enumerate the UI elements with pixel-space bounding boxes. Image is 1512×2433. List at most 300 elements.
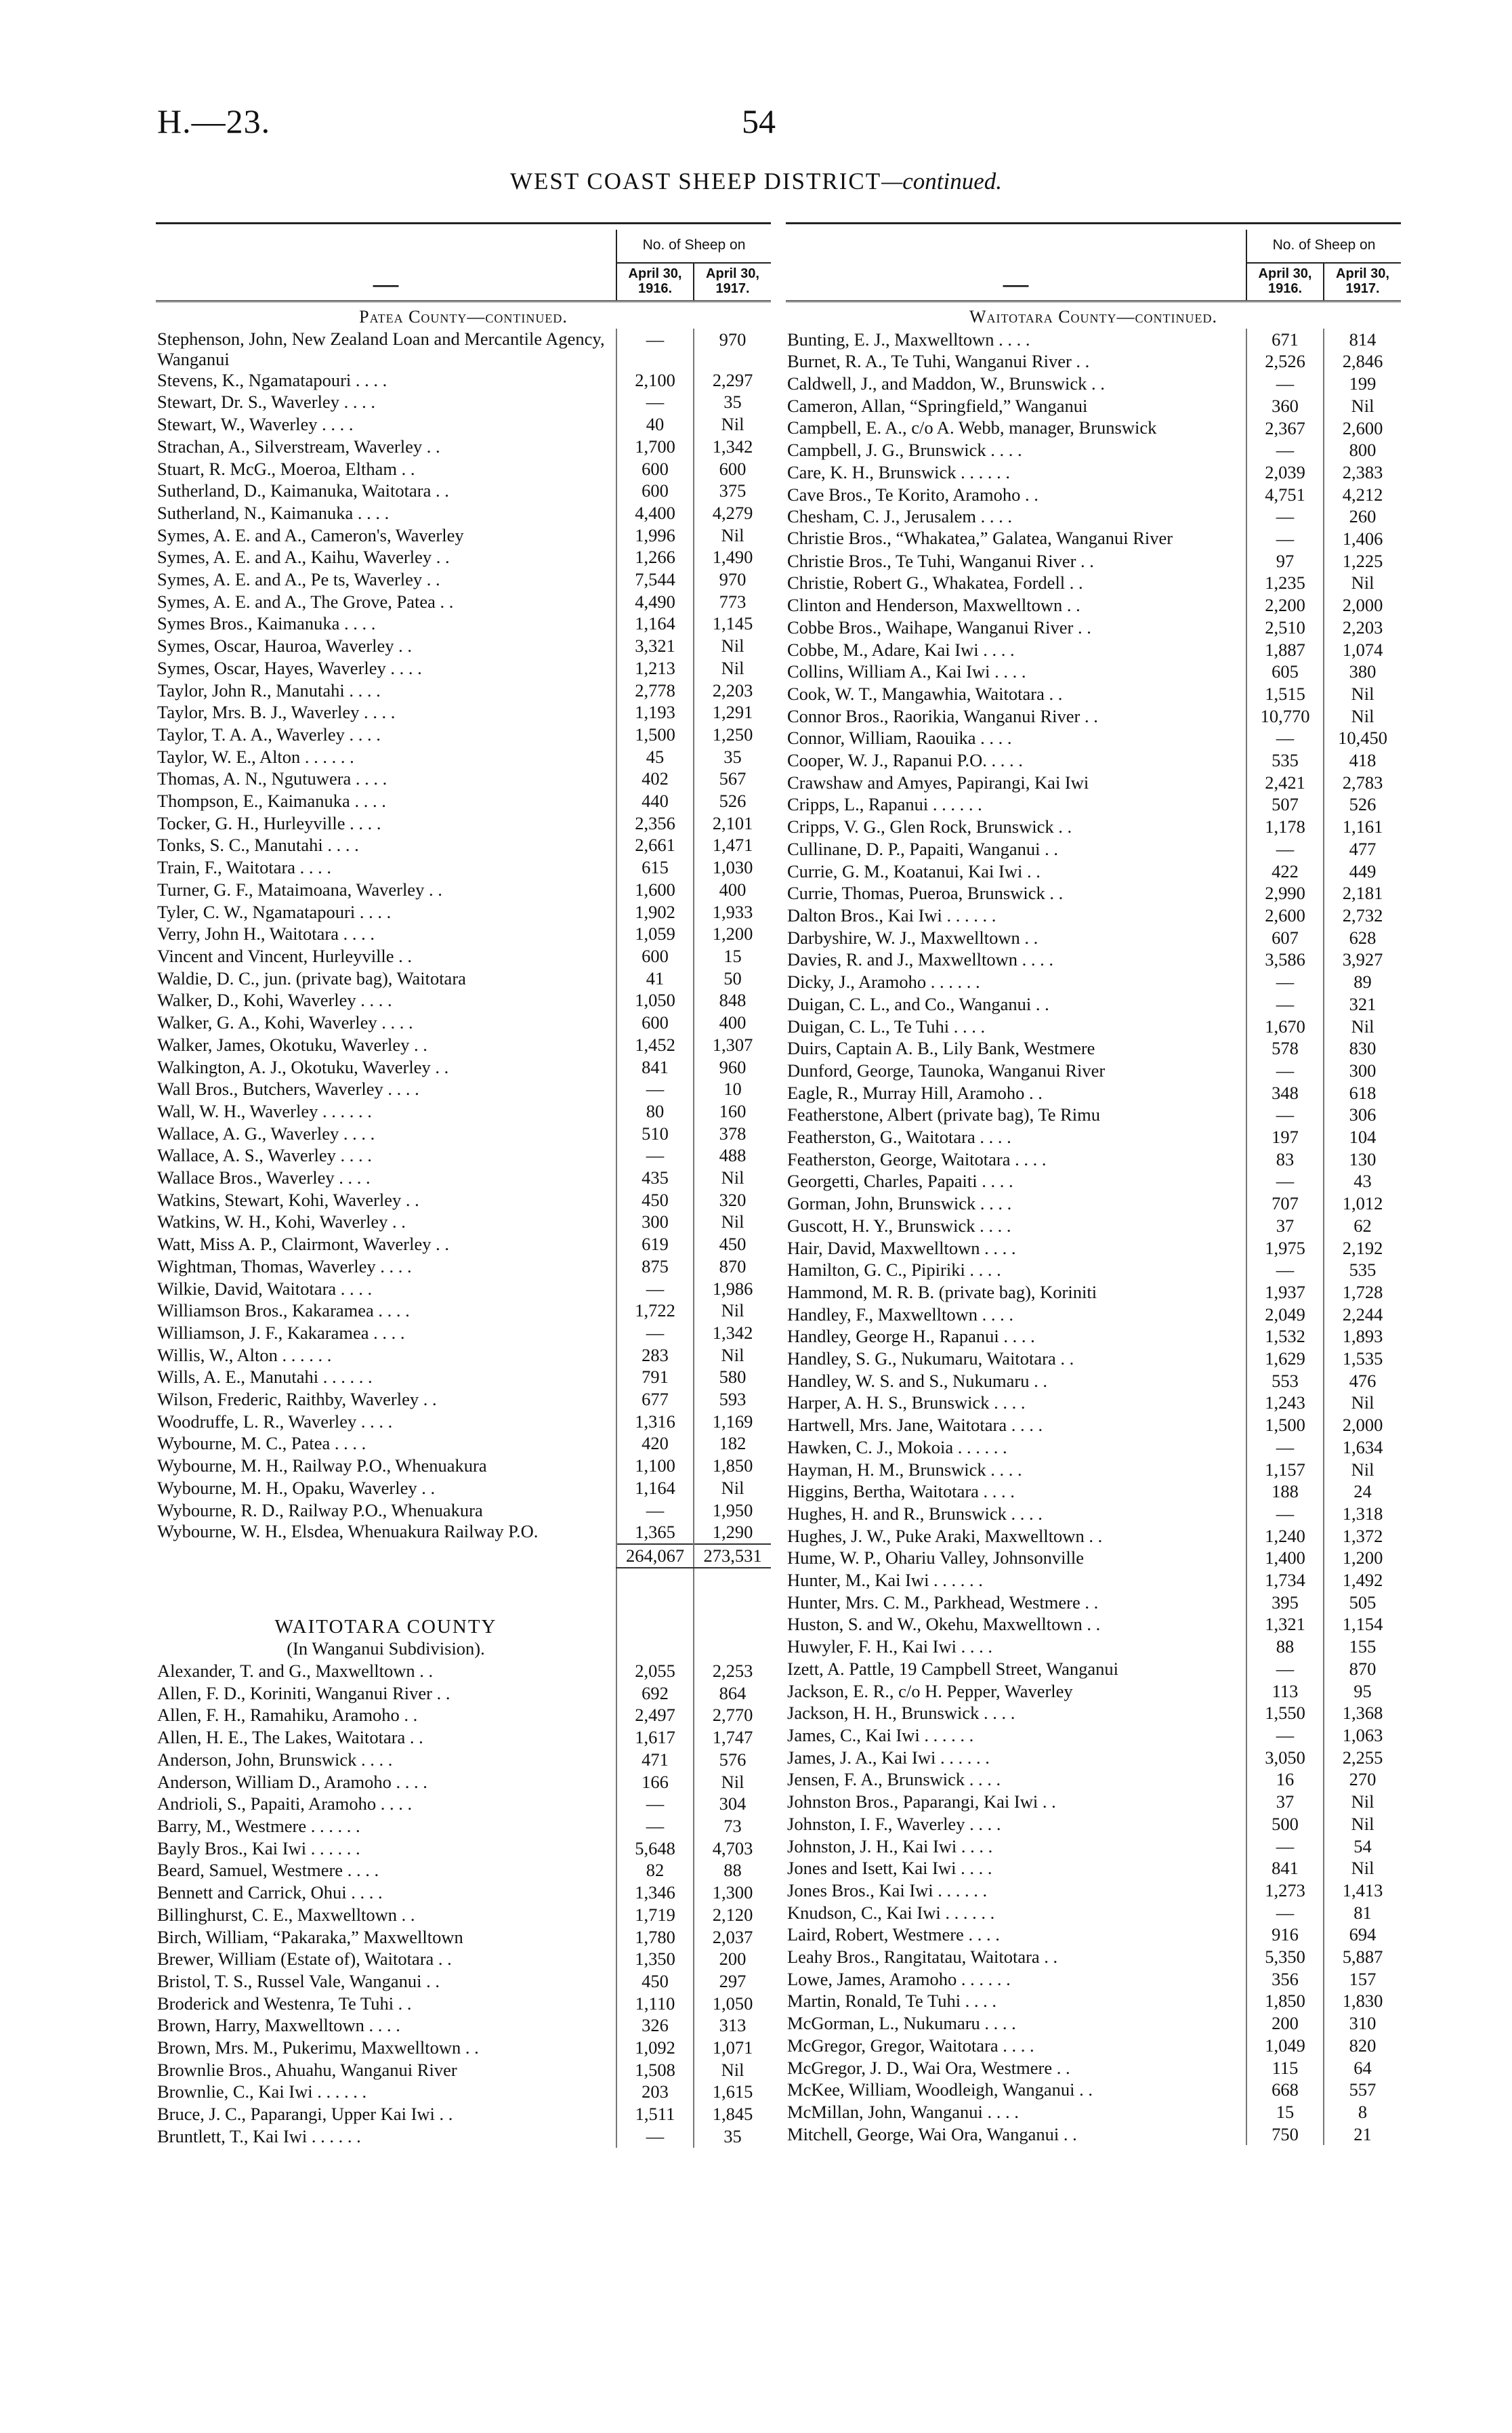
owner-name: Stephenson, John, New Zealand Loan and Mercantile Agency, Wanganui bbox=[157, 328, 605, 369]
owner-name: Chesham, C. J., Jerusalem . . . . bbox=[787, 506, 1012, 527]
owner-name: Hunter, Mrs. C. M., Parkhead, Westmere . . bbox=[787, 1592, 1099, 1613]
sheep-count-1916: 41 bbox=[616, 968, 694, 990]
left-sheep-table bbox=[156, 222, 771, 2148]
sheep-count-1917: Nil bbox=[1324, 1016, 1401, 1038]
col-1916-header: April 30, 1916. bbox=[1246, 263, 1324, 301]
owner-name: Walker, G. A., Kohi, Waverley . . . . bbox=[157, 1012, 413, 1033]
owner-name: Jones Bros., Kai Iwi . . . . . . bbox=[787, 1879, 988, 1900]
sheep-count-1917: 130 bbox=[1324, 1148, 1401, 1171]
sheep-count-1917: 505 bbox=[1324, 1592, 1401, 1614]
owner-name: Wallace Bros., Waverley . . . . bbox=[157, 1167, 371, 1188]
owner-name: Huwyler, F. H., Kai Iwi . . . . bbox=[787, 1636, 993, 1657]
sheep-count-1917: 694 bbox=[1324, 1923, 1401, 1946]
sheep-count-1917: 270 bbox=[1324, 1768, 1401, 1791]
sheep-count-1916: 40 bbox=[616, 413, 694, 436]
sheep-count-1916: 507 bbox=[1246, 793, 1324, 816]
table-row bbox=[786, 749, 1401, 772]
sheep-count-1917: 1,307 bbox=[694, 1034, 771, 1056]
owner-name: Symes, A. E. and A., Pe ts, Waverley . . bbox=[157, 569, 440, 590]
sheep-count-1917: 8 bbox=[1324, 2101, 1401, 2123]
table-row bbox=[156, 1970, 771, 1993]
sheep-count-1917: 1,200 bbox=[1324, 1547, 1401, 1569]
table-row bbox=[156, 413, 771, 436]
sheep-count-1917: 449 bbox=[1324, 860, 1401, 883]
sheep-count-1917: 600 bbox=[694, 458, 771, 480]
owner-name: Allen, F. D., Koriniti, Wanganui River . . bbox=[157, 1682, 450, 1703]
owner-name: Mitchell, George, Wai Ora, Wanganui . . bbox=[787, 2123, 1077, 2144]
sheep-count-1916: 420 bbox=[616, 1432, 694, 1455]
sheep-count-1916: 80 bbox=[616, 1100, 694, 1123]
sheep-count-1917: 10,450 bbox=[1324, 727, 1401, 749]
sheep-count-1917: 476 bbox=[1324, 1370, 1401, 1392]
left-table-body bbox=[156, 306, 771, 2148]
sheep-count-1917: 4,703 bbox=[694, 1837, 771, 1860]
table-row bbox=[156, 923, 771, 945]
table-row bbox=[156, 1904, 771, 1926]
title-continued: —continued. bbox=[881, 168, 1003, 194]
table-row bbox=[786, 1724, 1401, 1747]
sheep-count-1917: 1,933 bbox=[694, 901, 771, 923]
sheep-count-1917: 320 bbox=[694, 1189, 771, 1211]
table-row bbox=[786, 417, 1401, 440]
page-number: 54 bbox=[742, 102, 776, 140]
owner-name: Christie Bros., “Whakatea,” Galatea, Wanganui River bbox=[787, 528, 1173, 549]
table-row bbox=[156, 834, 771, 856]
table-row bbox=[786, 1569, 1401, 1592]
sheep-count-1916: 97 bbox=[1246, 550, 1324, 573]
owner-name: Waldie, D. C., jun. (private bag), Waitotara bbox=[157, 968, 466, 989]
page-title bbox=[0, 168, 1512, 195]
sheep-count-1917: 43 bbox=[1324, 1170, 1401, 1192]
sheep-count-1916: 500 bbox=[1246, 1813, 1324, 1835]
owner-name: Barry, M., Westmere . . . . . . bbox=[157, 1816, 360, 1836]
table-row bbox=[786, 1104, 1401, 1126]
sheep-count-1916: 1,937 bbox=[1246, 1281, 1324, 1304]
owner-name: Turner, G. F., Mataimoana, Waverley . . bbox=[157, 879, 442, 900]
owner-name: Davies, R. and J., Maxwelltown . . . . bbox=[787, 949, 1054, 970]
sheep-count-1916: — bbox=[1246, 1170, 1324, 1192]
table-row bbox=[786, 1459, 1401, 1481]
sheep-count-1917: 800 bbox=[1324, 439, 1401, 461]
table-row bbox=[786, 1348, 1401, 1370]
owner-name: Hammond, M. R. B. (private bag), Koriniti bbox=[787, 1281, 1097, 1302]
table-row bbox=[786, 1215, 1401, 1237]
owner-name: Cripps, L., Rapanui . . . . . . bbox=[787, 794, 982, 815]
owner-name: Laird, Robert, Westmere . . . . bbox=[787, 1924, 1000, 1945]
sheep-count-1916: 83 bbox=[1246, 1148, 1324, 1171]
owner-name: Leahy Bros., Rangitatau, Waitotara . . bbox=[787, 1947, 1058, 1968]
owner-name: Sutherland, D., Kaimanuka, Waitotara . . bbox=[157, 480, 449, 501]
table-row bbox=[156, 436, 771, 458]
owner-name: Wybourne, W. H., Elsdea, Whenuakura Railway P.O. bbox=[157, 1521, 539, 1542]
sheep-count-1916: 1,164 bbox=[616, 612, 694, 635]
table-row bbox=[786, 683, 1401, 705]
sheep-count-1916: — bbox=[1246, 1104, 1324, 1126]
owner-name: Brownlie Bros., Ahuahu, Wanganui River bbox=[157, 2059, 457, 2080]
sheep-count-1917: 535 bbox=[1324, 1259, 1401, 1281]
sheep-count-1916: 4,400 bbox=[616, 502, 694, 524]
table-row bbox=[786, 705, 1401, 728]
sheep-count-1916: 283 bbox=[616, 1344, 694, 1367]
owner-name: Johnston, I. F., Waverley . . . . bbox=[787, 1813, 1001, 1834]
table-row bbox=[786, 1968, 1401, 1991]
owner-name: Wallace, A. S., Waverley . . . . bbox=[157, 1145, 372, 1166]
sheep-count-1917: 2,037 bbox=[694, 1926, 771, 1949]
table-row bbox=[786, 1592, 1401, 1614]
sheep-count-1917: Nil bbox=[1324, 1813, 1401, 1835]
sheep-count-1917: 820 bbox=[1324, 2035, 1401, 2057]
sheep-count-1917: 2,000 bbox=[1324, 1414, 1401, 1436]
table-row bbox=[786, 1902, 1401, 1924]
total-label bbox=[156, 1544, 616, 1568]
sheep-count-group-header: No. of Sheep on bbox=[1246, 230, 1401, 263]
owner-name: Wills, A. E., Manutahi . . . . . . bbox=[157, 1367, 373, 1388]
table-row bbox=[156, 1993, 771, 2015]
sheep-count-1916: 395 bbox=[1246, 1592, 1324, 1614]
owner-name: Stevens, K., Ngamatapouri . . . . bbox=[157, 369, 387, 390]
owner-name: Featherston, George, Waitotara . . . . bbox=[787, 1148, 1047, 1169]
owner-name: Gorman, John, Brunswick . . . . bbox=[787, 1193, 1012, 1214]
owner-name: Campbell, E. A., c/o A. Webb, manager, Brunswick bbox=[787, 417, 1157, 438]
sheep-count-1917: Nil bbox=[1324, 572, 1401, 594]
sheep-count-1917: Nil bbox=[694, 1344, 771, 1367]
table-row bbox=[156, 1299, 771, 1322]
sheep-count-1917: 1,300 bbox=[694, 1881, 771, 1904]
table-row bbox=[156, 1682, 771, 1705]
sheep-count-1917: 1,535 bbox=[1324, 1348, 1401, 1370]
table-row bbox=[786, 1613, 1401, 1636]
sheep-count-1917: 199 bbox=[1324, 373, 1401, 395]
sheep-count-1916: 1,532 bbox=[1246, 1325, 1324, 1348]
table-row bbox=[156, 1056, 771, 1079]
right-column bbox=[786, 222, 1401, 2145]
sheep-count-1917: 1,342 bbox=[694, 1322, 771, 1344]
owner-name: Sutherland, N., Kaimanuka . . . . bbox=[157, 502, 390, 523]
table-row bbox=[786, 350, 1401, 373]
table-row bbox=[156, 790, 771, 812]
sheep-count-1916: 600 bbox=[616, 458, 694, 480]
owner-name: Tyler, C. W., Ngamatapouri . . . . bbox=[157, 901, 392, 922]
sheep-count-1917: 54 bbox=[1324, 1835, 1401, 1858]
sheep-count-1916: 197 bbox=[1246, 1126, 1324, 1148]
table-row bbox=[156, 369, 771, 392]
owner-name: Hughes, J. W., Puke Araki, Maxwelltown . . bbox=[787, 1525, 1103, 1546]
sheep-count-1916: 360 bbox=[1246, 395, 1324, 417]
owner-name: Bennett and Carrick, Ohui . . . . bbox=[157, 1882, 383, 1903]
table-row bbox=[786, 1525, 1401, 1547]
table-row bbox=[786, 1170, 1401, 1192]
sheep-count-1916: — bbox=[1246, 439, 1324, 461]
owner-name: Guscott, H. Y., Brunswick . . . . bbox=[787, 1215, 1011, 1236]
table-row bbox=[786, 639, 1401, 661]
owner-name: Hunter, M., Kai Iwi . . . . . . bbox=[787, 1570, 983, 1591]
owner-name: Featherston, G., Waitotara . . . . bbox=[787, 1127, 1011, 1148]
table-row bbox=[786, 838, 1401, 860]
sheep-count-1916: 791 bbox=[616, 1366, 694, 1388]
sheep-count-1916: 1,100 bbox=[616, 1455, 694, 1477]
owner-name: Hair, David, Maxwelltown . . . . bbox=[787, 1237, 1016, 1258]
sheep-count-1916: 600 bbox=[616, 945, 694, 968]
sheep-count-1917: Nil bbox=[694, 1299, 771, 1322]
owner-name: Cameron, Allan, “Springfield,” Wanganui bbox=[787, 395, 1088, 416]
sheep-count-1916: 37 bbox=[1246, 1791, 1324, 1813]
sheep-count-1916: — bbox=[1246, 373, 1324, 395]
sheep-count-1917: 628 bbox=[1324, 927, 1401, 949]
table-row bbox=[156, 2014, 771, 2037]
sheep-count-1917: 380 bbox=[1324, 661, 1401, 683]
sheep-count-1917: 160 bbox=[694, 1100, 771, 1123]
sheep-count-1916: 1,670 bbox=[1246, 1016, 1324, 1038]
sheep-count-1917: 1,490 bbox=[694, 546, 771, 568]
sheep-count-1916: 2,055 bbox=[616, 1660, 694, 1682]
table-row bbox=[786, 572, 1401, 594]
table-row bbox=[156, 329, 771, 369]
sheep-count-1916: 1,193 bbox=[616, 701, 694, 724]
table-row bbox=[156, 1034, 771, 1056]
sheep-count-1917: 1,471 bbox=[694, 834, 771, 856]
owner-name: Verry, John H., Waitotara . . . . bbox=[157, 923, 375, 944]
table-row bbox=[786, 1835, 1401, 1858]
sheep-count-1916: 1,243 bbox=[1246, 1392, 1324, 1414]
owner-name: Care, K. H., Brunswick . . . . . . bbox=[787, 461, 1010, 482]
sheep-count-1917: 1,169 bbox=[694, 1411, 771, 1433]
left-column bbox=[156, 222, 771, 2148]
sheep-count-1917: 306 bbox=[1324, 1104, 1401, 1126]
table-row bbox=[786, 1148, 1401, 1171]
sheep-count-1917: 378 bbox=[694, 1123, 771, 1145]
sheep-count-1917: 1,291 bbox=[694, 701, 771, 724]
table-row bbox=[786, 1768, 1401, 1791]
sheep-count-1917: 21 bbox=[1324, 2123, 1401, 2146]
sheep-count-1916: 1,550 bbox=[1246, 1702, 1324, 1724]
sheep-count-1917: Nil bbox=[1324, 705, 1401, 728]
owner-name: Jensen, F. A., Brunswick . . . . bbox=[787, 1769, 1001, 1790]
sheep-count-1917: 88 bbox=[694, 1859, 771, 1881]
sheep-count-1917: 2,383 bbox=[1324, 461, 1401, 484]
table-row bbox=[786, 904, 1401, 927]
sheep-count-1917: 24 bbox=[1324, 1480, 1401, 1503]
table-row bbox=[156, 1948, 771, 1970]
sheep-count-1916: 440 bbox=[616, 790, 694, 812]
owner-name: Brown, Harry, Maxwelltown . . . . bbox=[157, 2015, 400, 2036]
sheep-count-1917: 157 bbox=[1324, 1968, 1401, 1991]
table-row bbox=[786, 1503, 1401, 1525]
table-row bbox=[156, 2081, 771, 2103]
sheep-count-1916: 707 bbox=[1246, 1192, 1324, 1215]
sheep-count-1916: 2,367 bbox=[1246, 417, 1324, 440]
owner-name: Anderson, John, Brunswick . . . . bbox=[157, 1749, 393, 1770]
sheep-count-1917: 1,074 bbox=[1324, 639, 1401, 661]
owner-name: Broderick and Westenra, Te Tuhi . . bbox=[157, 1993, 412, 2014]
sheep-count-1916: 15 bbox=[1246, 2101, 1324, 2123]
table-row bbox=[786, 505, 1401, 528]
sheep-count-1916: 600 bbox=[616, 480, 694, 502]
owner-name: Huston, S. and W., Okehu, Maxwelltown . . bbox=[787, 1614, 1101, 1635]
total-1916: 264,067 bbox=[616, 1544, 694, 1568]
owner-name: Cave Bros., Te Korito, Aramoho . . bbox=[787, 484, 1038, 505]
sheep-count-1916: 1,316 bbox=[616, 1411, 694, 1433]
sheep-count-1916: 1,734 bbox=[1246, 1569, 1324, 1592]
table-row bbox=[156, 1926, 771, 1949]
owner-name: Walker, James, Okotuku, Waverley . . bbox=[157, 1034, 427, 1055]
sheep-count-1916: 2,049 bbox=[1246, 1304, 1324, 1326]
owner-name: Taylor, Mrs. B. J., Waverley . . . . bbox=[157, 702, 396, 723]
sheep-count-1917: 418 bbox=[1324, 749, 1401, 772]
sheep-count-1916: — bbox=[1246, 1902, 1324, 1924]
table-row bbox=[786, 1237, 1401, 1260]
sheep-count-1916: — bbox=[1246, 1724, 1324, 1747]
table-row bbox=[156, 612, 771, 635]
sheep-count-1916: 1,235 bbox=[1246, 572, 1324, 594]
sheep-count-1917: 304 bbox=[694, 1793, 771, 1815]
table-row bbox=[156, 680, 771, 702]
owner-name: Symes, A. E. and A., Cameron's, Waverley bbox=[157, 524, 464, 545]
sheep-count-1917: 89 bbox=[1324, 971, 1401, 993]
sheep-count-1916: 750 bbox=[1246, 2123, 1324, 2146]
sheep-count-1916: 1,452 bbox=[616, 1034, 694, 1056]
sheep-count-1917: 1,728 bbox=[1324, 1281, 1401, 1304]
sheep-count-1917: 297 bbox=[694, 1970, 771, 1993]
sheep-count-1916: 1,780 bbox=[616, 1926, 694, 1949]
sheep-count-1916: 1,629 bbox=[1246, 1348, 1324, 1370]
sheep-count-1916: 671 bbox=[1246, 329, 1324, 351]
table-row bbox=[156, 1344, 771, 1367]
sheep-count-1916: 188 bbox=[1246, 1480, 1324, 1503]
owner-name: Williamson, J. F., Kakaramea . . . . bbox=[157, 1322, 405, 1343]
table-row bbox=[156, 546, 771, 568]
table-row bbox=[786, 1857, 1401, 1879]
owner-name: Handley, S. G., Nukumaru, Waitotara . . bbox=[787, 1348, 1074, 1369]
table-row bbox=[786, 594, 1401, 617]
owner-name: Billinghurst, C. E., Maxwelltown . . bbox=[157, 1904, 415, 1925]
table-row bbox=[786, 1304, 1401, 1326]
sheep-count-1916: 2,510 bbox=[1246, 617, 1324, 639]
sheep-count-1917: 1,368 bbox=[1324, 1702, 1401, 1724]
table-row bbox=[156, 591, 771, 613]
sheep-count-1917: 830 bbox=[1324, 1037, 1401, 1060]
table-row bbox=[156, 1100, 771, 1123]
sheep-count-1917: 2,783 bbox=[1324, 772, 1401, 794]
sheep-count-1917: 1,250 bbox=[694, 724, 771, 746]
section-heading: Waitotara County—continued. bbox=[969, 307, 1218, 327]
table-row bbox=[786, 1791, 1401, 1813]
sheep-count-1916: 1,092 bbox=[616, 2037, 694, 2059]
sheep-count-1917: 1,342 bbox=[694, 436, 771, 458]
table-row bbox=[156, 901, 771, 923]
sheep-count-1916: 1,365 bbox=[616, 1521, 694, 1544]
owner-name: Lowe, James, Aramoho . . . . . . bbox=[787, 1968, 1011, 1989]
sheep-count-1917: 62 bbox=[1324, 1215, 1401, 1237]
sheep-count-1916: 1,700 bbox=[616, 436, 694, 458]
sheep-count-1917: 1,372 bbox=[1324, 1525, 1401, 1547]
sheep-count-1916: 1,996 bbox=[616, 524, 694, 547]
sheep-count-1917: 848 bbox=[694, 989, 771, 1012]
owner-name: Wall, W. H., Waverley . . . . . . bbox=[157, 1100, 372, 1121]
sheep-count-1917: 1,747 bbox=[694, 1726, 771, 1749]
table-row bbox=[786, 1082, 1401, 1104]
table-row bbox=[156, 1749, 771, 1771]
table-row bbox=[156, 391, 771, 413]
sheep-count-1916: — bbox=[1246, 505, 1324, 528]
owner-name: Watkins, W. H., Kohi, Waverley . . bbox=[157, 1211, 406, 1232]
table-row bbox=[786, 373, 1401, 395]
sheep-count-1916: — bbox=[1246, 1503, 1324, 1525]
sheep-count-1917: 2,732 bbox=[1324, 904, 1401, 927]
owner-name: Christie Bros., Te Tuhi, Wanganui River . . bbox=[787, 550, 1094, 571]
table-row bbox=[786, 1259, 1401, 1281]
sheep-count-1917: 10 bbox=[694, 1078, 771, 1100]
sheep-count-1917: 1,413 bbox=[1324, 1879, 1401, 1902]
table-row bbox=[786, 1436, 1401, 1459]
table-row bbox=[156, 1499, 771, 1522]
table-row bbox=[786, 550, 1401, 573]
table-row bbox=[786, 882, 1401, 904]
table-row bbox=[156, 1815, 771, 1837]
owner-name: Johnston Bros., Paparangi, Kai Iwi . . bbox=[787, 1791, 1056, 1812]
sheep-count-1916: — bbox=[1246, 1259, 1324, 1281]
col-1917-header: April 30, 1917. bbox=[1324, 263, 1401, 301]
table-row bbox=[156, 989, 771, 1012]
table-row bbox=[156, 1859, 771, 1881]
sheep-count-1917: 1,012 bbox=[1324, 1192, 1401, 1215]
owner-name: Hawken, C. J., Mokoia . . . . . . bbox=[787, 1436, 1007, 1457]
table-row bbox=[786, 2079, 1401, 2101]
table-row bbox=[786, 1813, 1401, 1835]
sheep-count-1916: 1,617 bbox=[616, 1726, 694, 1749]
sheep-count-1917: 1,406 bbox=[1324, 528, 1401, 550]
owner-name: Jackson, H. H., Brunswick . . . . bbox=[787, 1703, 1015, 1724]
owner-name: Bunting, E. J., Maxwelltown . . . . bbox=[787, 329, 1030, 350]
owner-name: Currie, G. M., Koatanui, Kai Iwi . . bbox=[787, 860, 1041, 881]
sheep-count-1917: 1,950 bbox=[694, 1499, 771, 1522]
owner-name: McKee, William, Woodleigh, Wanganui . . bbox=[787, 2079, 1093, 2100]
table-row bbox=[786, 1281, 1401, 1304]
sheep-count-1917: 2,203 bbox=[1324, 617, 1401, 639]
sheep-count-1916: 1,049 bbox=[1246, 2035, 1324, 2057]
owner-name: Brown, Mrs. M., Pukerimu, Maxwelltown . . bbox=[157, 2037, 479, 2058]
table-row bbox=[786, 2123, 1401, 2146]
table-row bbox=[156, 1521, 771, 1544]
sheep-count-1917: Nil bbox=[1324, 1857, 1401, 1879]
table-row bbox=[156, 2037, 771, 2059]
table-row bbox=[786, 1392, 1401, 1414]
sheep-count-1917: 35 bbox=[694, 746, 771, 768]
sheep-count-1917: 814 bbox=[1324, 329, 1401, 351]
sheep-count-1916: — bbox=[616, 1278, 694, 1300]
table-row bbox=[786, 461, 1401, 484]
table-row bbox=[156, 1078, 771, 1100]
owner-name: Handley, George H., Rapanui . . . . bbox=[787, 1326, 1035, 1347]
table-row bbox=[156, 1660, 771, 1682]
sheep-count-1917: 1,030 bbox=[694, 856, 771, 879]
sheep-count-1917: 864 bbox=[694, 1682, 771, 1705]
sheep-count-1917: Nil bbox=[694, 657, 771, 680]
sheep-count-1917: Nil bbox=[1324, 395, 1401, 417]
sheep-count-1916: 1,508 bbox=[616, 2059, 694, 2081]
sheep-count-1916: 402 bbox=[616, 768, 694, 790]
table-row bbox=[786, 528, 1401, 550]
sheep-count-1917: 2,244 bbox=[1324, 1304, 1401, 1326]
table-row bbox=[786, 617, 1401, 639]
owner-name: Wybourne, R. D., Railway P.O., Whenuakura bbox=[157, 1499, 483, 1520]
section2-heading: WAITOTARA COUNTY bbox=[274, 1615, 497, 1638]
owner-name: Alexander, T. and G., Maxwelltown . . bbox=[157, 1661, 434, 1682]
table-row bbox=[156, 568, 771, 591]
table-row bbox=[786, 2101, 1401, 2123]
sheep-count-1916: 4,751 bbox=[1246, 484, 1324, 506]
sheep-count-1916: 1,266 bbox=[616, 546, 694, 568]
sheep-count-1916: 115 bbox=[1246, 2057, 1324, 2079]
